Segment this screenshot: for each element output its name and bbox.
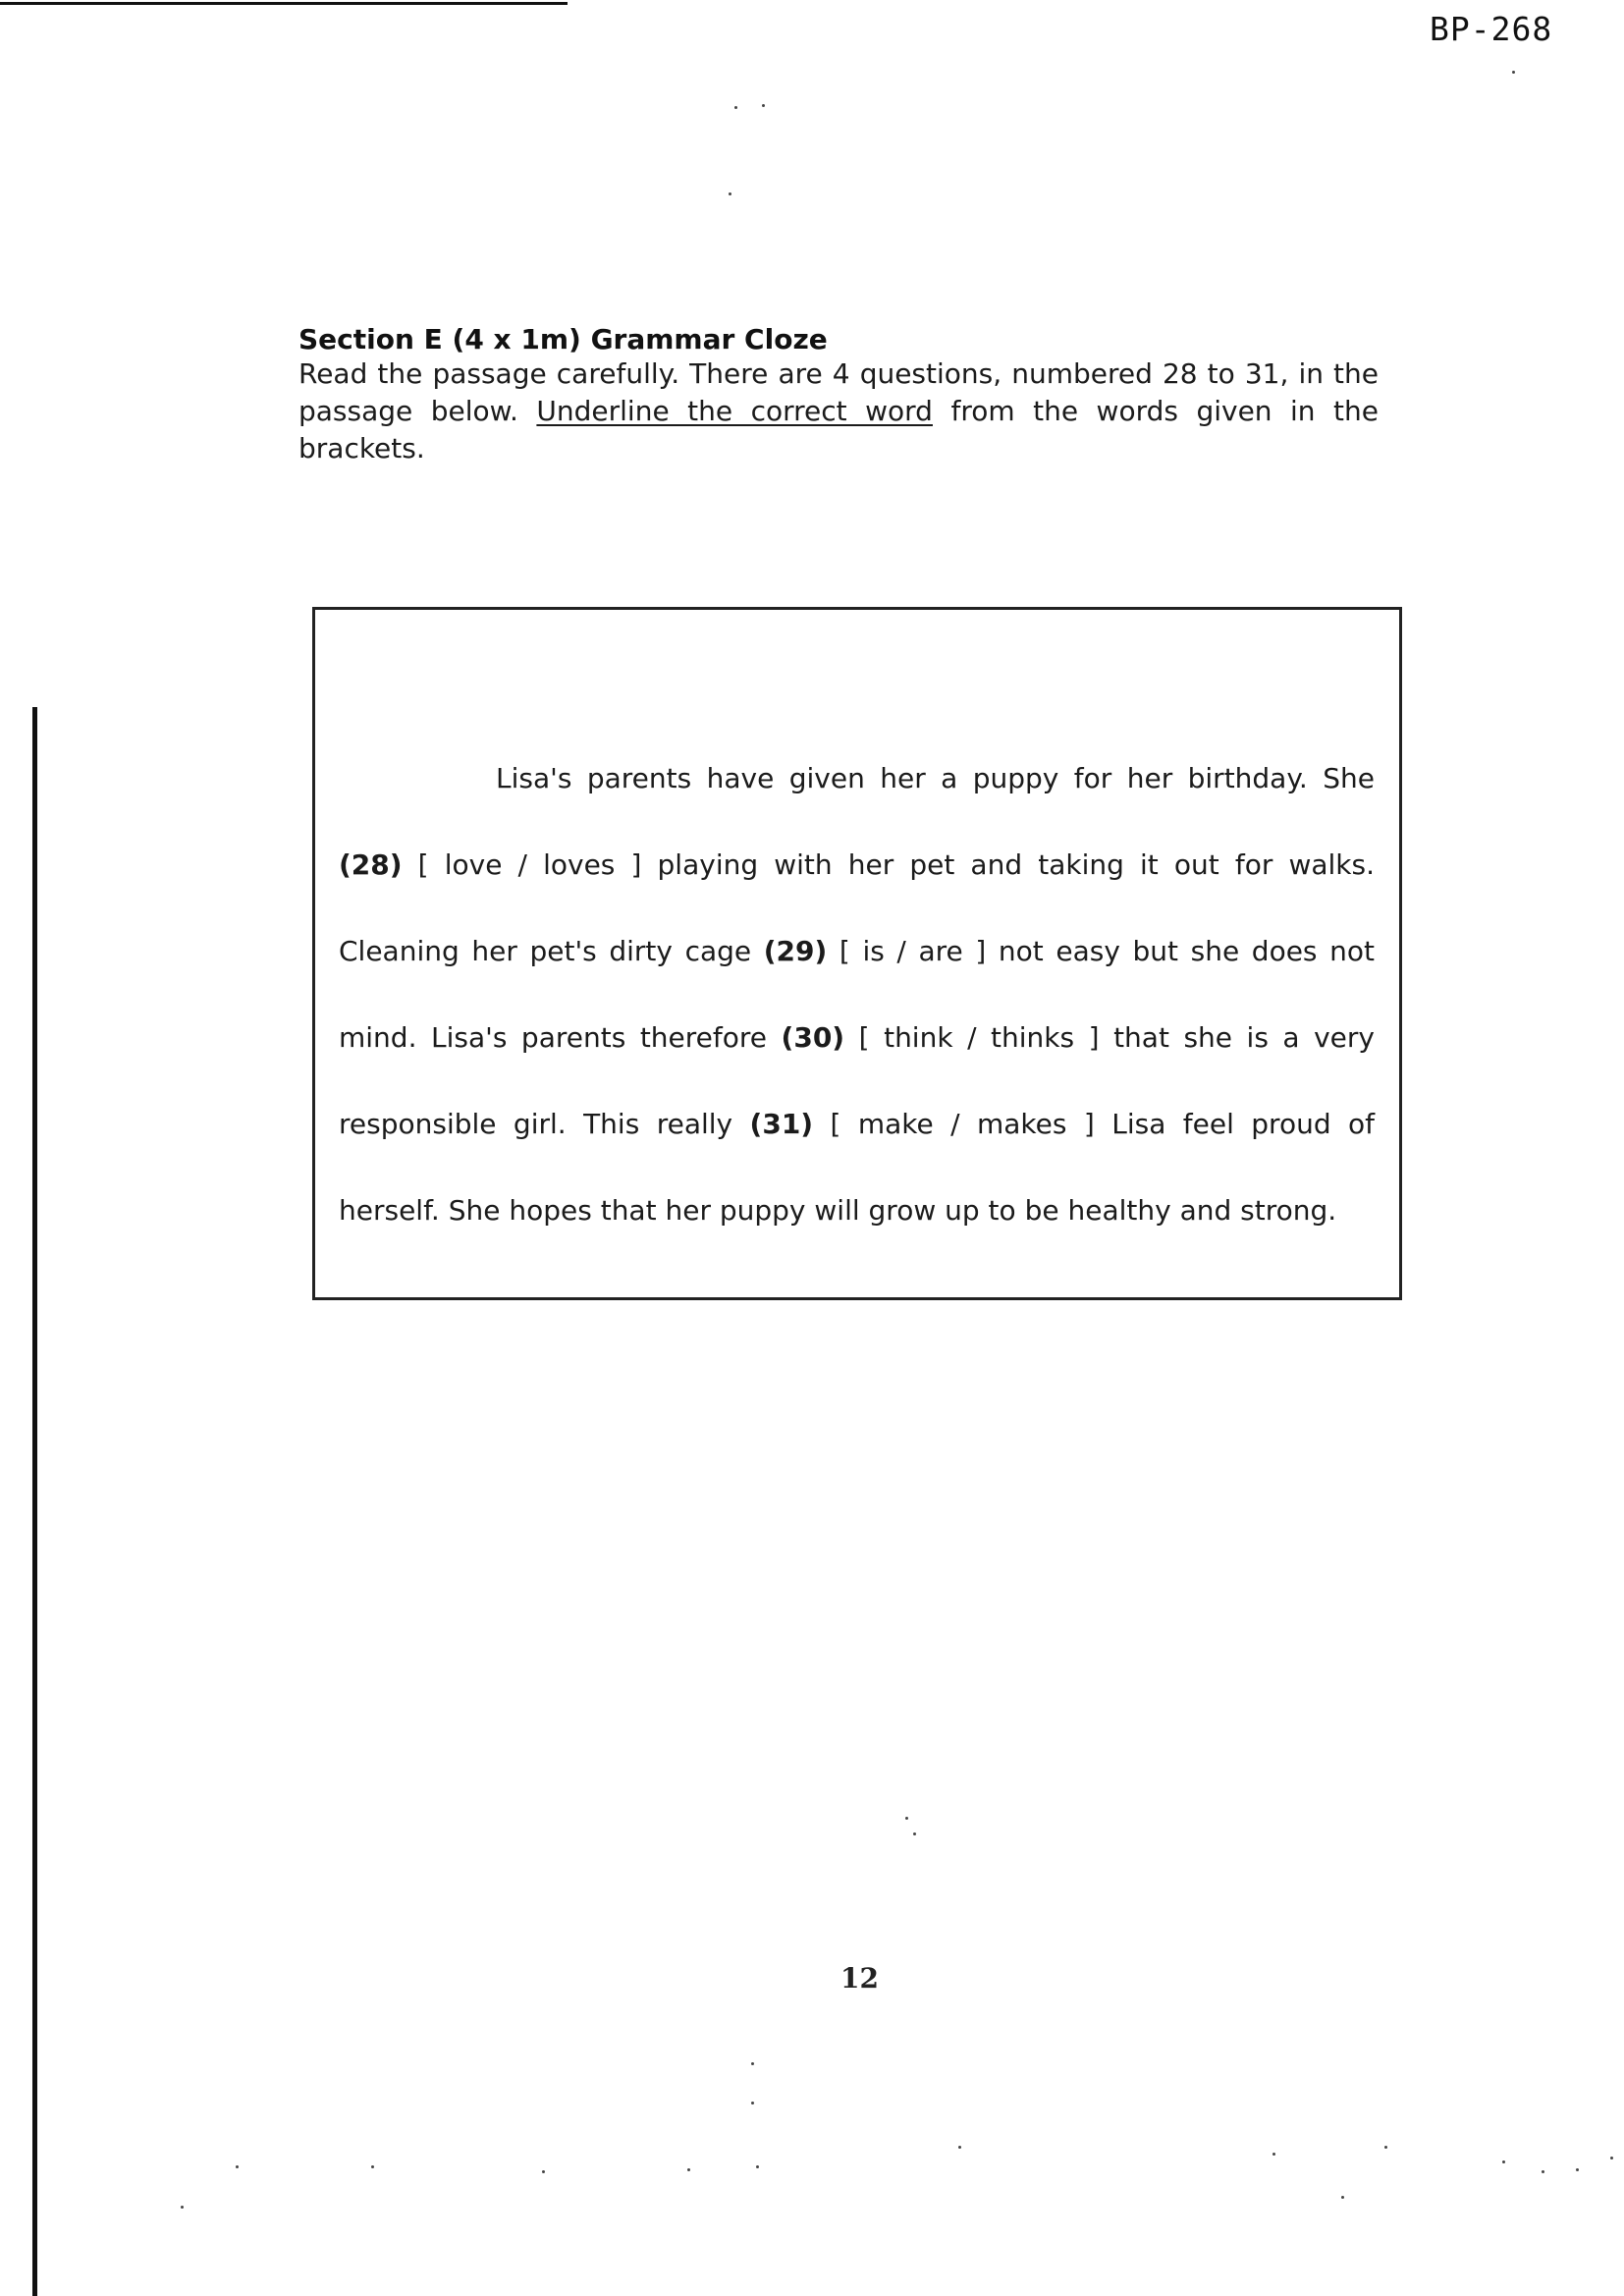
instructions-underlined: Underline the correct word — [536, 395, 933, 427]
scan-speck — [958, 2146, 961, 2149]
page-number: 12 — [840, 1962, 879, 1995]
question-30-number: (30) — [781, 1021, 845, 1054]
scan-speck — [913, 1832, 916, 1835]
scan-speck — [1542, 2170, 1544, 2173]
question-28-number: (28) — [339, 848, 403, 881]
page-code: BP-268 — [1430, 10, 1553, 48]
scan-speck — [762, 104, 765, 107]
passage-text: not easy but she does not mind. Lisa's parents therefore — [339, 935, 1375, 1054]
grammar-cloze-section — [298, 324, 1379, 467]
question-29-options[interactable]: [ is / are ] — [827, 935, 999, 967]
scan-speck — [1512, 71, 1515, 74]
scan-speck — [687, 2168, 690, 2171]
question-29-number: (29) — [763, 935, 828, 967]
section-title: Section E (4 x 1m) Grammar Cloze — [298, 323, 828, 355]
scan-speck — [729, 192, 731, 195]
passage-text: playing with her pet and taking it out for walks. Cleaning her pet's dirty cage — [339, 848, 1375, 967]
scan-speck — [181, 2206, 184, 2209]
scan-speck — [371, 2165, 374, 2168]
scan-speck — [1502, 2160, 1505, 2163]
passage-text: that she is a very responsible girl. This really — [339, 1021, 1375, 1140]
scan-left-edge — [32, 707, 37, 2296]
question-28-options[interactable]: [ love / loves ] — [402, 848, 658, 881]
scan-speck — [734, 106, 737, 109]
scan-speck — [756, 2165, 759, 2168]
scan-speck — [1272, 2153, 1275, 2156]
scan-speck — [236, 2165, 239, 2168]
scan-speck — [751, 2062, 754, 2065]
question-31-number: (31) — [749, 1108, 814, 1140]
scan-speck — [905, 1817, 908, 1820]
passage-text: Lisa feel proud of herself. She hopes that her puppy will grow up to be healthy and strong. — [339, 1108, 1376, 1227]
scan-speck — [1384, 2146, 1387, 2149]
passage-intro: Lisa's parents have given her a puppy for her birthday. She — [496, 762, 1375, 794]
instructions-text-end: from the words given in the brackets. — [298, 395, 1379, 465]
scan-speck — [751, 2102, 754, 2105]
passage-box — [312, 607, 1402, 1300]
question-31-options[interactable]: [ make / makes ] — [813, 1108, 1112, 1140]
scan-top-line — [0, 2, 568, 5]
question-30-options[interactable]: [ think / thinks ] — [844, 1021, 1114, 1054]
scan-speck — [1610, 2157, 1613, 2159]
scan-speck — [1341, 2196, 1344, 2199]
passage — [339, 736, 1375, 1254]
instructions-text: Read the passage carefully. There are 4 questions, numbered 28 to 31, in the passage below. — [298, 357, 1379, 427]
instructions — [298, 355, 1379, 467]
scan-speck — [1576, 2168, 1579, 2171]
scan-speck — [542, 2170, 545, 2173]
